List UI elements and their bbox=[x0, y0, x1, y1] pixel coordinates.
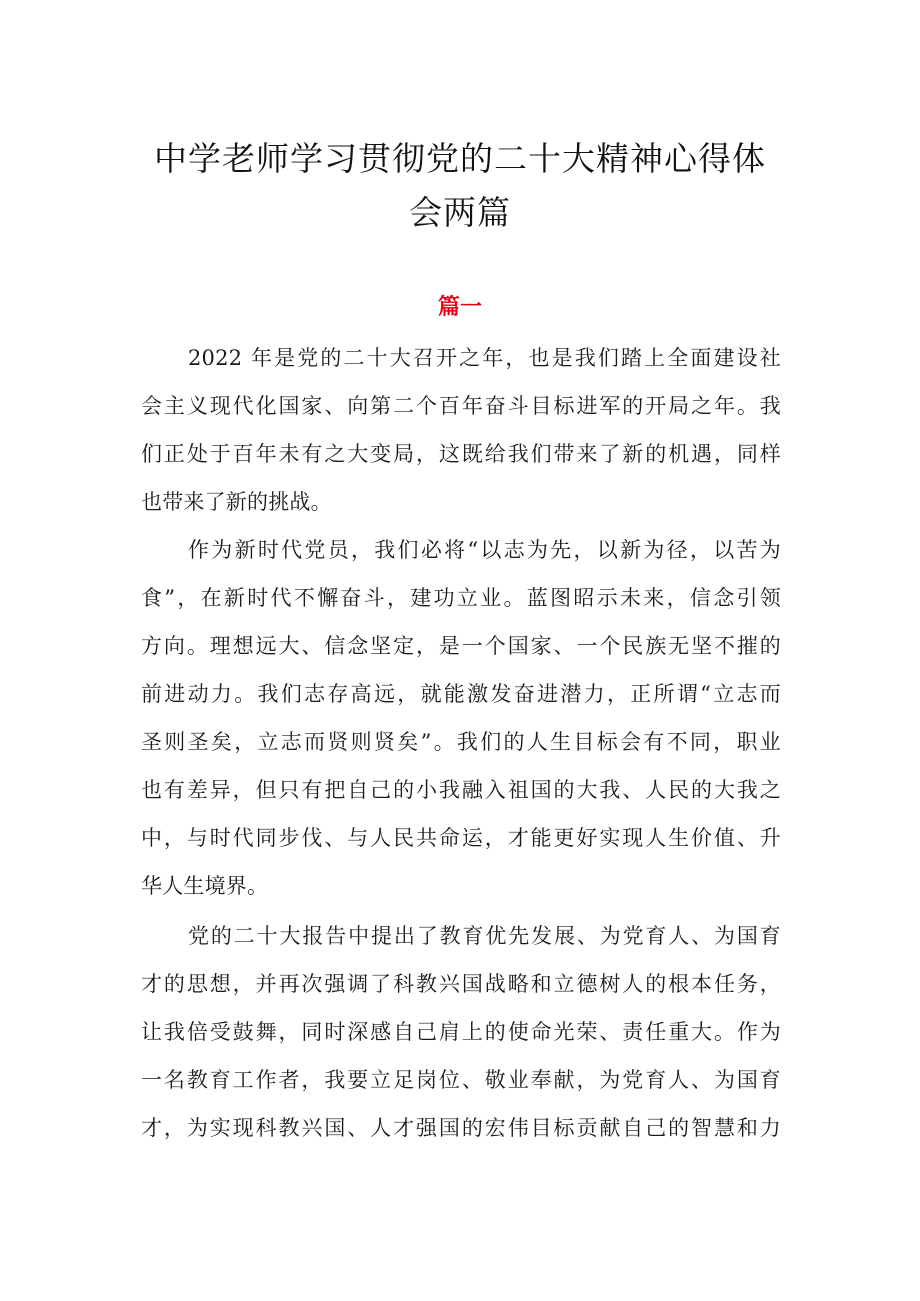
paragraph-line: 会主义现代化国家、向第二个百年奋斗目标进军的开局之年。我 bbox=[141, 394, 781, 418]
paragraph-line: 才的思想，并再次强调了科教兴国战略和立德树人的根本任务， bbox=[141, 972, 781, 996]
paragraph-line: 食”，在新时代不懈奋斗，建功立业。蓝图昭示未来，信念引领 bbox=[141, 586, 781, 610]
paragraph-line: 才，为实现科教兴国、人才强国的宏伟目标贡献自己的智慧和力 bbox=[141, 1116, 781, 1140]
paragraph-line: 党的二十大报告中提出了教育优先发展、为党育人、为国育 bbox=[188, 924, 781, 948]
paragraph-line: 华人生境界。 bbox=[141, 874, 269, 898]
section-heading: 篇一 bbox=[437, 295, 482, 320]
paragraph-line: 2022 年是党的二十大召开之年，也是我们踏上全面建设社 bbox=[188, 346, 781, 370]
paragraph-line: 中，与时代同步伐、与人民共命运，才能更好实现人生价值、升 bbox=[141, 826, 781, 850]
document-title-line1: 中学老师学习贯彻党的二十大精神心得体 bbox=[154, 139, 766, 178]
paragraph-line: 前进动力。我们志存高远，就能激发奋进潜力，正所谓“立志而 bbox=[141, 682, 781, 706]
paragraph-line: 一名教育工作者，我要立足岗位、敬业奉献，为党育人、为国育 bbox=[141, 1068, 781, 1092]
paragraph-line: 也有差异，但只有把自己的小我融入祖国的大我、人民的大我之 bbox=[141, 778, 781, 802]
paragraph-line: 们正处于百年未有之大变局，这既给我们带来了新的机遇，同样 bbox=[141, 442, 781, 466]
paragraph-line: 也带来了新的挑战。 bbox=[141, 490, 332, 514]
paragraph-line: 方向。理想远大、信念坚定，是一个国家、一个民族无坚不摧的 bbox=[141, 634, 781, 658]
paragraph-line: 作为新时代党员，我们必将“以志为先，以新为径，以苦为 bbox=[188, 538, 781, 562]
document-title-line2: 会两篇 bbox=[409, 193, 511, 232]
paragraph-line: 让我倍受鼓舞，同时深感自己肩上的使命光荣、责任重大。作为 bbox=[141, 1020, 781, 1044]
paragraph-line: 圣则圣矣，立志而贤则贤矣”。我们的人生目标会有不同，职业 bbox=[141, 730, 781, 754]
